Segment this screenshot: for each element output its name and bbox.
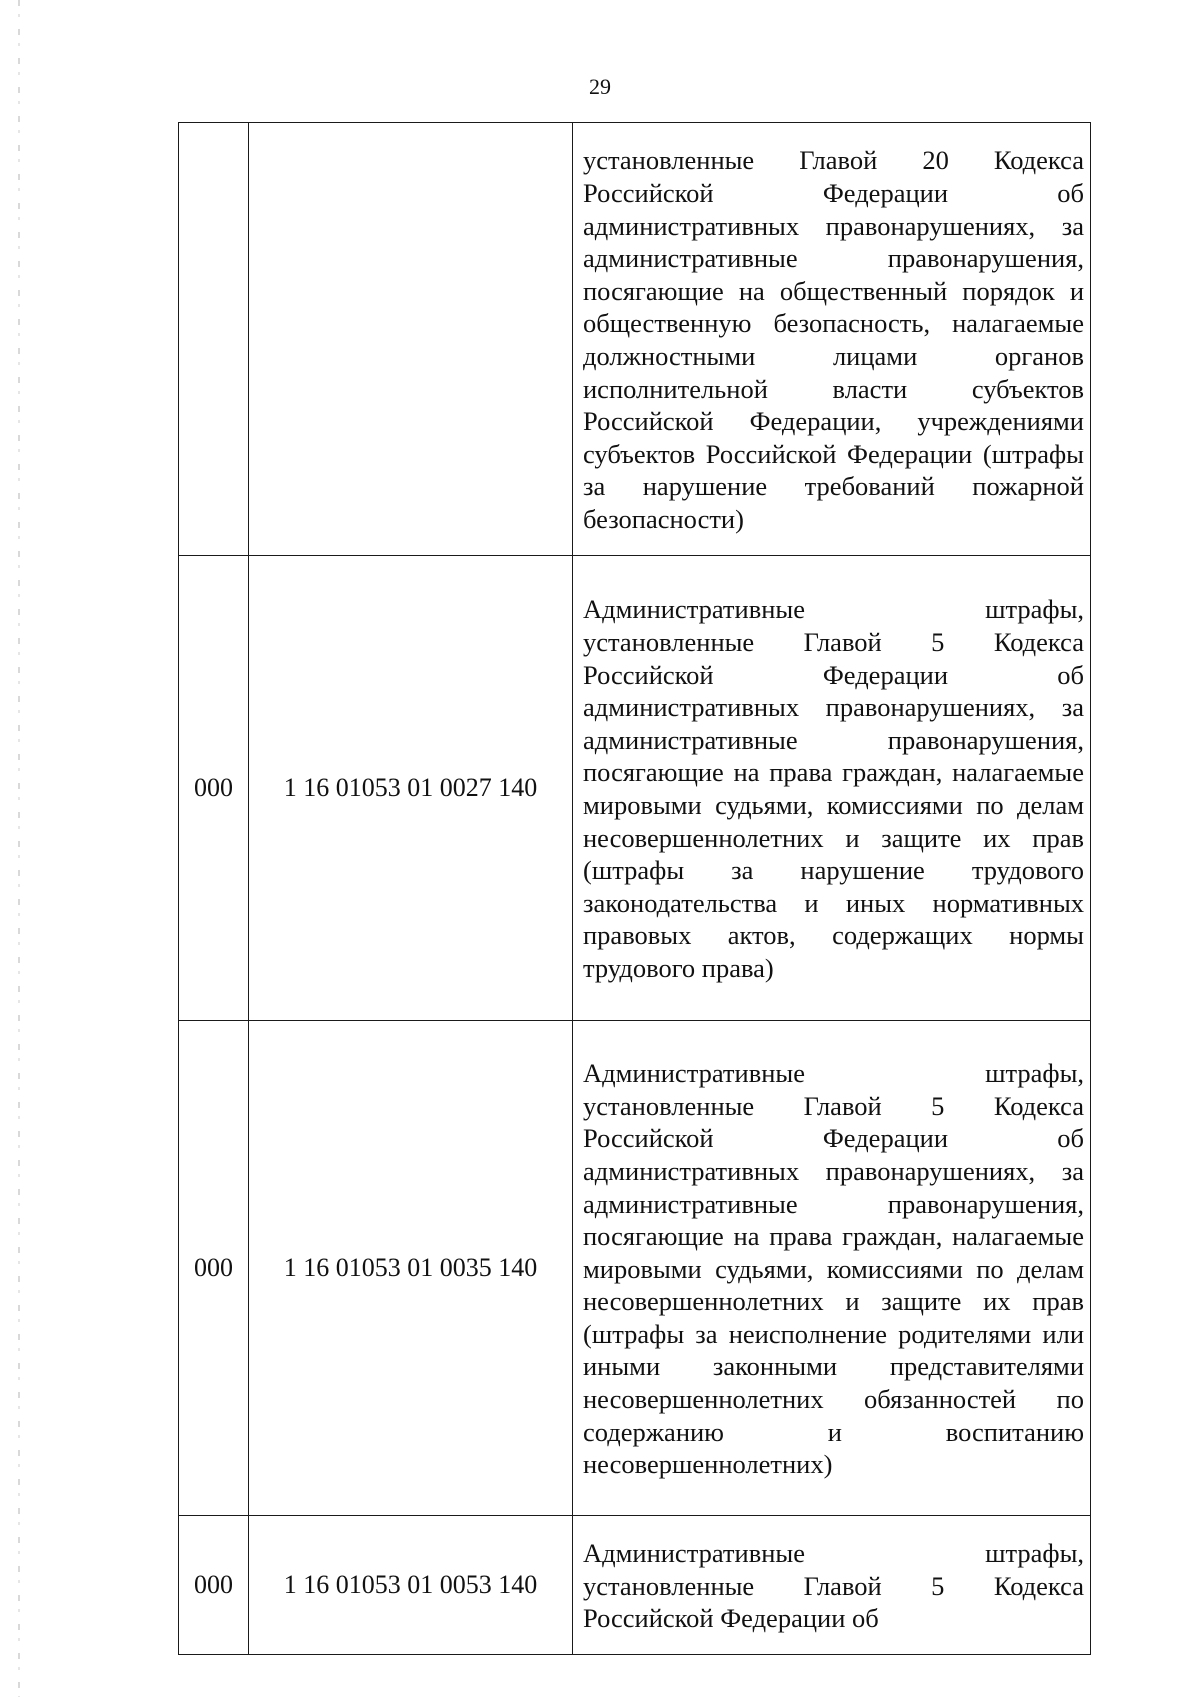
table-row — [179, 1516, 1091, 1655]
kbk-code-cell: 1 16 01053 01 0035 140 — [249, 1021, 573, 1516]
income-name-cell: Административные штрафы, установленные Главой 5 Кодекса Российской Федерации об административных правонарушениях, за административные правонарушения, посягающие на права граждан, налагаемые мировыми судьями, комиссиями по делам несовершеннолетних и защите их прав (штрафы за нарушение трудового законодательства и иных нормативных правовых актов, содержащих нормы трудового права) — [573, 556, 1091, 1021]
table-row — [179, 1021, 1091, 1516]
budget-codes-table — [178, 122, 1091, 1655]
kbk-code-cell: 1 16 01053 01 0053 140 — [249, 1516, 573, 1655]
admin-code-cell: 000 — [179, 556, 249, 1021]
income-name-cell: установленные Главой 20 Кодекса Российской Федерации об административных правонарушениях, за административные правонарушения, посягающие на общественный порядок и общественную безопасность, налагаемые должностными лицами органов исполнительной власти субъектов Российской Федерации, учреждениями субъектов Российской Федерации (штрафы за нарушение требований пожарной безопасности) — [573, 123, 1091, 556]
income-name-cell: Административные штрафы, установленные Главой 5 Кодекса Российской Федерации об — [573, 1516, 1091, 1655]
page-number: 29 — [589, 74, 611, 99]
kbk-code-cell — [249, 123, 573, 556]
scan-edge-artifact — [18, 0, 20, 1697]
admin-code-cell: 000 — [179, 1516, 249, 1655]
table-row — [179, 123, 1091, 556]
kbk-code-cell: 1 16 01053 01 0027 140 — [249, 556, 573, 1021]
table-row — [179, 556, 1091, 1021]
admin-code-cell: 000 — [179, 1021, 249, 1516]
admin-code-cell — [179, 123, 249, 556]
income-name-cell: Административные штрафы, установленные Главой 5 Кодекса Российской Федерации об административных правонарушениях, за административные правонарушения, посягающие на права граждан, налагаемые мировыми судьями, комиссиями по делам несовершеннолетних и защите их прав (штрафы за неисполнение родителями или иными законными представителями несовершеннолетних обязанностей по содержанию и воспитанию несовершеннолетних) — [573, 1021, 1091, 1516]
